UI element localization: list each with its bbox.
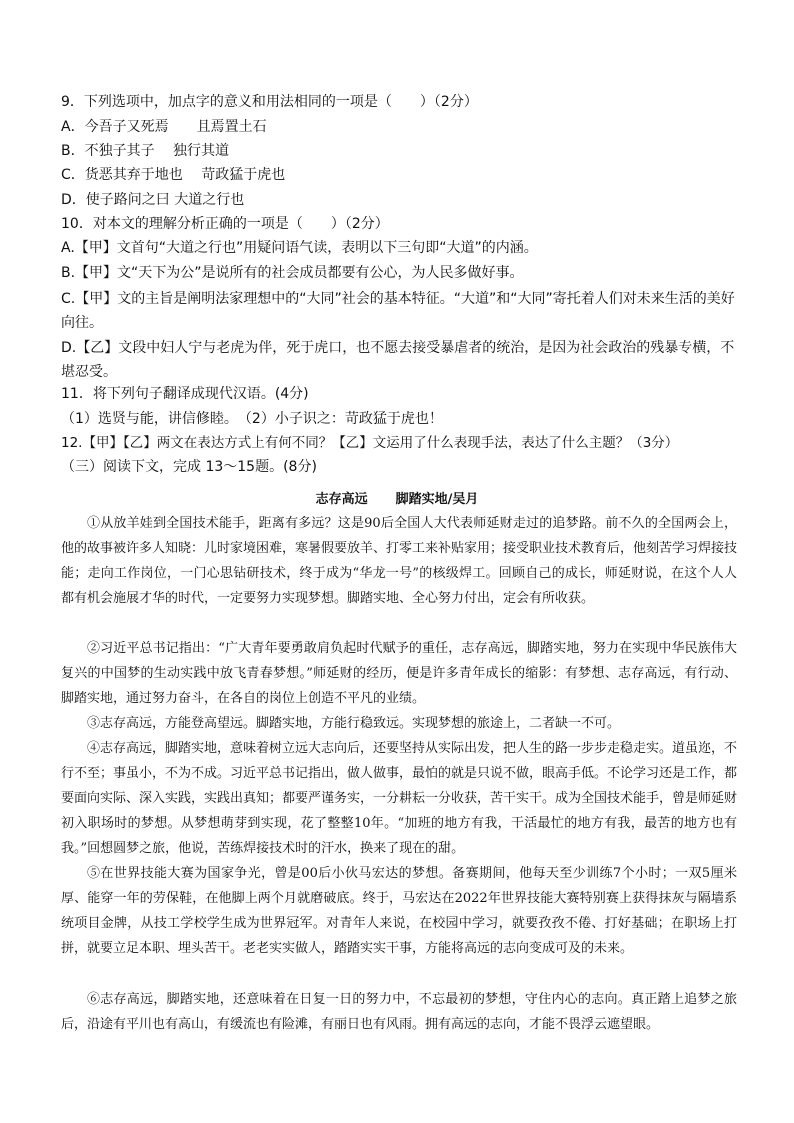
article-title-part1: 志存高远 [315,492,368,507]
article-title-part2: 脚踏实地/吴月 [395,492,479,507]
article-paragraph-6: ⑥志存高远，脚踏实地，还意味着在日复一日的努力中，不忘最初的梦想，守住内心的志向。真正踏上追梦之旅后，沿途有平川也有高山，有缓流也有险滩，有丽日也有风雨。拥有高远的志向，才能不畏浮云遮望眼。 [61,992,737,1032]
article-paragraph-3: ③志存高远，方能登高望远。脚踏实地，方能行稳致远。实现梦想的旅途上，二者缺一不可。 [87,716,621,731]
question-11-stem: 11．将下列句子翻译成现代汉语。(4分) [61,386,309,402]
question-10-option-c: C.【甲】文的主旨是阐明法家理想中的“大同”社会的基本特征。“大道”和“大同”寄托着人们对未来生活的美好向往。 [61,291,735,331]
question-10-option-d: D.【乙】文段中妇人宁与老虎为伴，死于虎口，也不愿去接受暴虐者的统治，是因为社会政治的残暴专横，不堪忍受。 [61,340,735,380]
question-9-option-d: D．使子路问之曰 大道之行也 [61,192,245,208]
question-12-stem: 12.【甲】【乙】两文在表达方式上有何不同？【乙】文运用了什么表现手法，表达了什么主题？（3分） [61,435,679,451]
article-paragraph-1: ①从放羊娃到全国技术能手，距离有多远？这是90后全国人大代表师延财走过的追梦路。前不久的全国两会上，他的故事被许多人知晓：儿时家境困难，寒暑假要放羊、打零工来补贴家用；接受职业技术教育后，他刻苦学习焊接技能；走向工作岗位，一门心思钻研技术，终于成为“华龙一号”的核级焊工。回顾自己的成长，师延财说，在这个人人都有机会施展才华的时代，一定要努力实现梦想。脚踏实地、全心努力付出，定会有所收获。 [61,516,738,606]
article-paragraph-2: ②习近平总书记指出：“广大青年要勇敢肩负起时代赋予的重任，志存高远，脚踏实地，努力在实现中华民族伟大复兴的中国梦的生动实践中放飞青春梦想。”师延财的经历，便是许多青年成长的缩影：有梦想、志存高远，有行动、脚踏实地，通过努力奋斗，在各自的岗位上创造不平凡的业绩。 [61,641,737,706]
question-11-items: （1）选贤与能，讲信修睦。 （2）小子识之：苛政猛于虎也！ [61,411,443,427]
article-paragraph-5: ⑤在世界技能大赛为国家争光，曾是00后小伙马宏达的梦想。备赛期间，他每天至少训练7个小时；一双5厘米厚、能穿一年的劳保鞋，在他脚上两个月就磨破底。终于，马宏达在2022年世界技能大赛特别赛上获得抹灰与隔墙系统项目金牌，从技工学校学生成为世界冠军。对青年人来说，在校园中学习，就要孜孜不倦、打好基础；在职场上打拼，就要立足本职、埋头苦干。老老实实做人，踏踏实实干事，方能将高远的志向变成可及的未来。 [61,866,737,956]
question-10-stem: 10．对本文的理解分析正确的一项是（ ）（2分） [61,216,389,232]
question-9-stem: 9．下列选项中，加点字的意义和用法相同的一项是（ ）（2分） [61,94,478,110]
question-10-option-b: B.【甲】文“天下为公”是说所有的社会成员都要有公心，为人民多做好事。 [61,265,524,281]
question-9-option-b: B．不独子其子 独行其道 [61,143,230,159]
article-paragraph-4: ④志存高远，脚踏实地，意味着树立远大志向后，还要坚持从实际出发，把人生的路一步步走稳走实。道虽迩，不行不至；事虽小，不为不成。习近平总书记指出，做人做事，最怕的就是只说不做，眼高手低。不论学习还是工作，都要面向实际、深入实践，实践出真知；都要严谨务实，一分耕耘一分收获，苦干实干。成为全国技术能手，曾是师延财初入职场时的梦想。从梦想萌芽到实现，花了整整10年。“加班的地方有我，干活最忙的地方有我，最苦的地方也有我。”回想圆梦之旅，他说，苦练焊接技术时的汗水，换来了现在的甜。 [61,741,738,856]
section-3-heading: （三）阅读下文，完成 13～15题。(8分) [61,459,317,475]
article-title [0,490,794,510]
question-10-option-a: A.【甲】文首句“大道之行也”用疑问语气读，表明以下三句即“大道”的内涵。 [61,240,538,256]
question-9-option-c: C．货恶其弃于地也 苛政猛于虎也 [61,167,286,183]
question-9-option-a: A．今吾子又死焉 且焉置土石 [61,119,267,135]
